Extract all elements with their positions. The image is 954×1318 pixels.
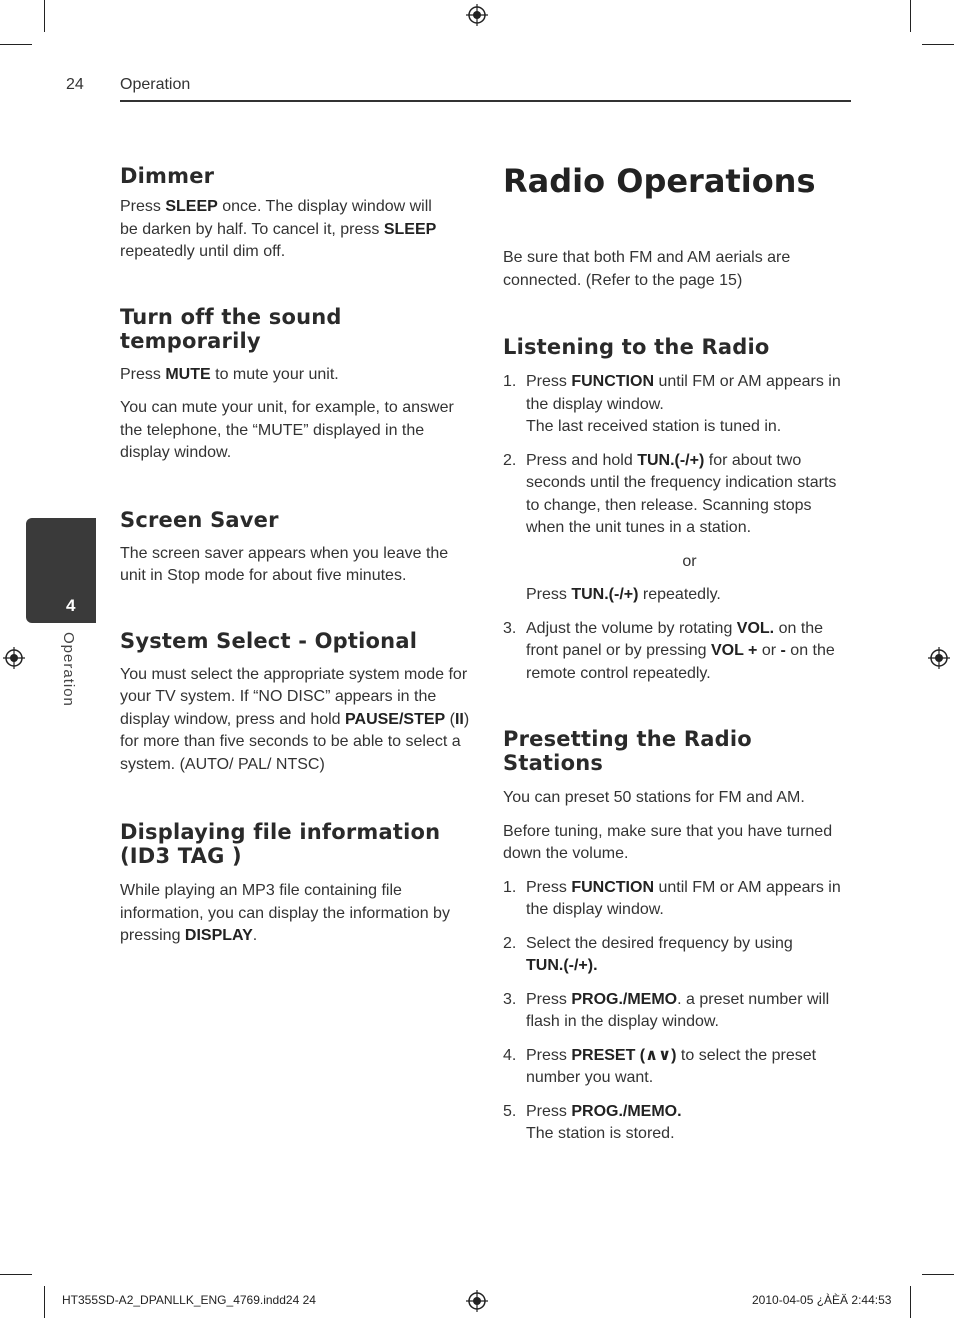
paragraph: You can mute your unit, for example, to answer the telephone, the “MUTE” displayed in the display window. (120, 399, 454, 461)
crop-mark (44, 0, 45, 32)
crop-mark (0, 44, 32, 45)
slug-timestamp: 2010-04-05 ¿ÀÈÄ 2:44:53 (752, 1293, 892, 1307)
crop-mark (922, 1274, 954, 1275)
section-title: Dimmer (120, 164, 215, 188)
paragraph: The screen saver appears when you leave the unit in Stop mode for about five minutes. (120, 544, 449, 584)
section-title: Turn off the sound temporarily (120, 304, 342, 353)
section-title: Displaying file information (ID3 TAG ) (120, 820, 441, 868)
steps-list (503, 618, 853, 686)
crop-mark (910, 1286, 911, 1318)
paragraph: You must select the appropriate system mode for your TV system. If “NO DISC” appears in the display window, press and hold PAUSE/STEP (II) for more than five seconds to be able to select a system. (AUTO/ PAL/ NTSC) (120, 665, 470, 773)
screen-saver-section (120, 508, 470, 588)
slug-filename: HT355SD-A2_DPANLLK_ENG_4769.indd24 24 (62, 1293, 316, 1307)
paragraph: You can preset 50 stations for FM and AM. (503, 789, 805, 806)
registration-mark-icon (928, 647, 950, 669)
presetting-section (503, 727, 853, 1146)
list-item: 2. Press and hold TUN.(-/+) for about two seconds until the frequency indication starts to change, then release. Scanning stops when the unit tunes in a station. (503, 451, 837, 536)
registration-mark-icon (3, 647, 25, 669)
or-separator: or (682, 552, 697, 570)
steps-list (503, 371, 853, 540)
section-title: System Select - Optional (120, 628, 418, 653)
list-item: 1. Press FUNCTION until FM or AM appears in the display window. (503, 878, 841, 918)
chapter-label: Operation (60, 632, 77, 707)
paragraph: Be sure that both FM and AM aerials are connected. (Refer to the page 15) (503, 249, 791, 289)
section-title: Presetting the Radio Stations (503, 727, 752, 775)
list-item: 2. Select the desired frequency by using TUN.(-/+). (503, 934, 793, 974)
list-item: 5. Press PROG./MEMO. The station is stored. (503, 1102, 682, 1142)
registration-mark-icon (466, 4, 488, 26)
steps-list (503, 877, 853, 1146)
chapter-number: 4 (66, 596, 76, 615)
mute-section (120, 305, 470, 465)
header-rule (120, 100, 851, 102)
pause-icon: II (454, 710, 464, 728)
dimmer-section (120, 164, 470, 264)
list-item: 3. Press PROG./MEMO. a preset number will flash in the display window. (503, 990, 830, 1030)
list-item: 4. Press PRESET (∧∨) to select the preset number you want. (503, 1046, 817, 1086)
crop-mark (44, 1286, 45, 1318)
list-item: 3. Adjust the volume by rotating VOL. on the front panel or by pressing VOL + or - on the remote control repeatedly. (503, 619, 835, 682)
crop-mark (922, 44, 954, 45)
left-column (120, 160, 470, 948)
right-column (503, 160, 853, 1146)
running-head: Operation (120, 76, 191, 93)
section-title: Screen Saver (120, 507, 279, 532)
paragraph: Press SLEEP once. The display window will be darken by half. To cancel it, press SLEEP repeatedly until dim off. (120, 198, 437, 260)
paragraph: Press MUTE to mute your unit. (120, 365, 339, 383)
paragraph: Before tuning, make sure that you have turned down the volume. (503, 822, 833, 862)
crop-mark (910, 0, 911, 32)
id3-section (120, 820, 470, 948)
registration-mark-icon (466, 1290, 488, 1312)
crop-mark (0, 1274, 32, 1275)
section-title: Listening to the Radio (503, 335, 770, 359)
paragraph: Press TUN.(-/+) repeatedly. (526, 586, 721, 603)
paragraph: While playing an MP3 file containing file information, you can display the information by pressing DISPLAY. (120, 882, 450, 944)
chapter-tab (26, 518, 96, 623)
list-item: 1. Press FUNCTION until FM or AM appears in the display window. The last received station is tuned in. (503, 373, 841, 435)
system-select-section (120, 629, 470, 777)
page-number: 24 (66, 76, 84, 93)
listening-section (503, 335, 853, 685)
page-title: Radio Operations (503, 162, 816, 200)
